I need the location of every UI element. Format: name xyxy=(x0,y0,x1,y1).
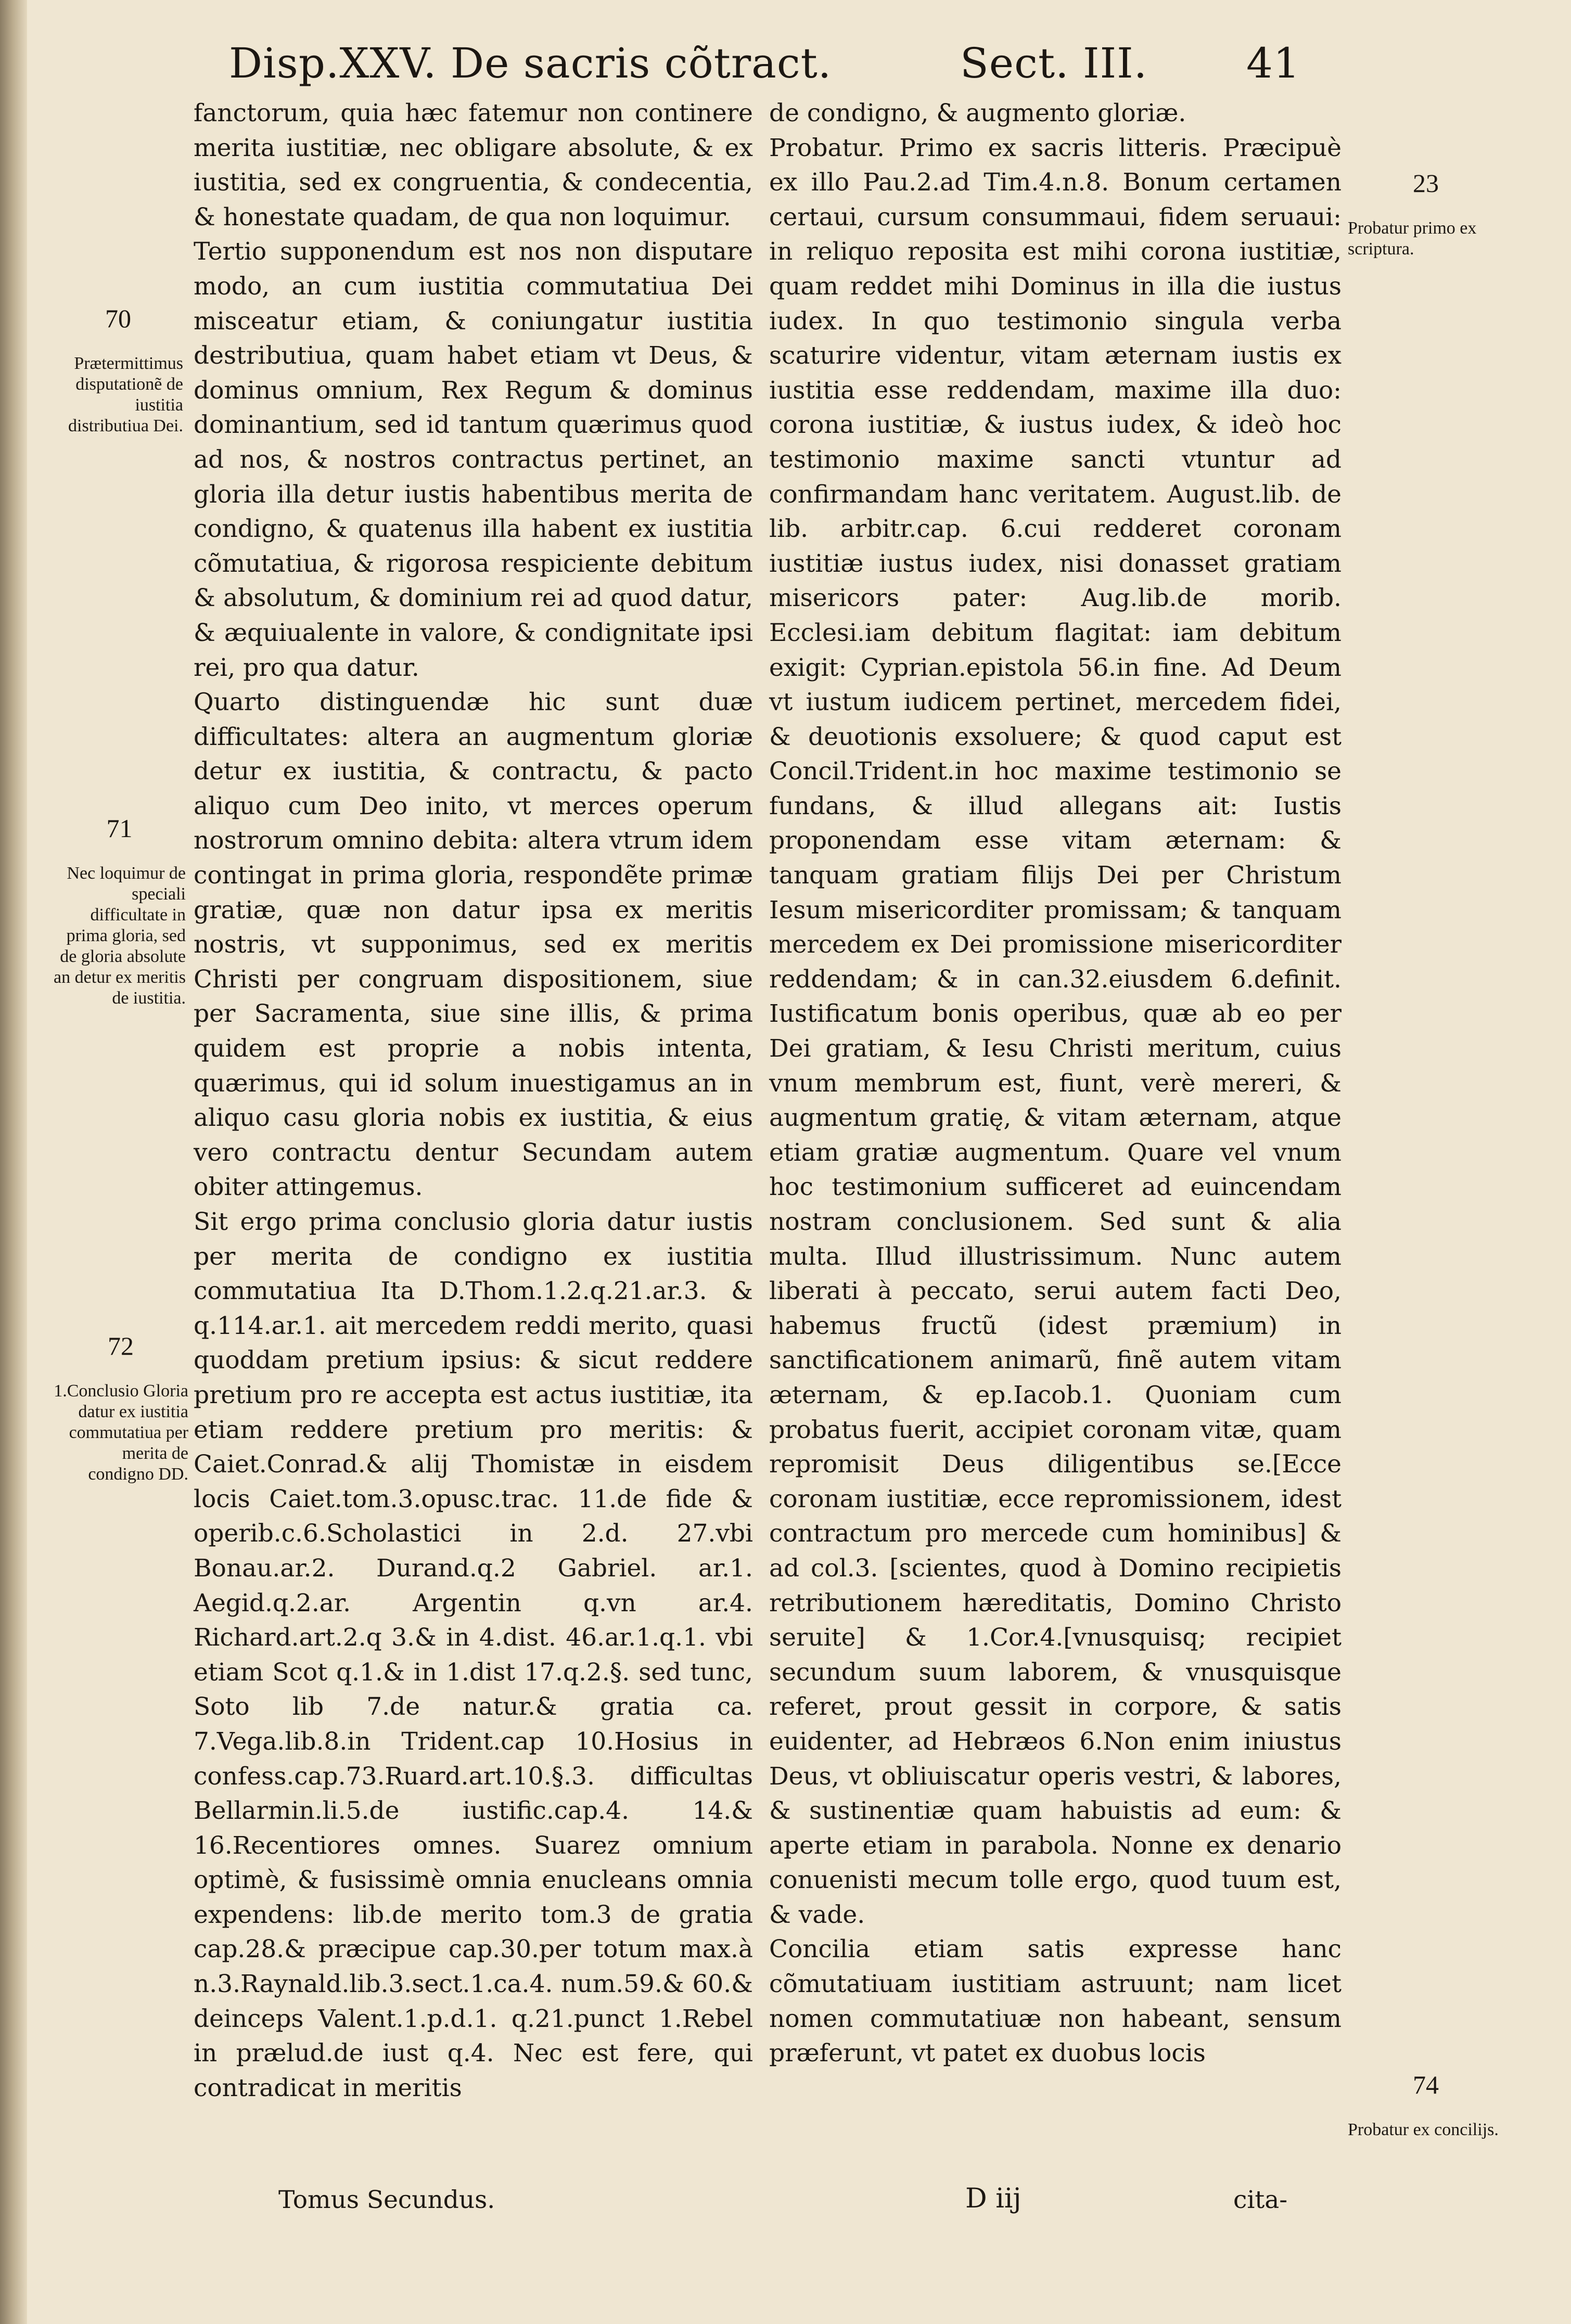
margin-note-70 xyxy=(53,284,183,436)
paragraph: Quarto distinguendæ hic sunt duæ difficultates: altera an augmentum gloriæ detur ex iustitia, & contractu, & pacto aliquo cum Deo inito, vt merces operum nostrorum omnino debita: altera vtrum idem contingat in prima gloria, respondẽte primæ gratiæ, quæ non datur ipsa ex meritis nostris, vt supponimus, sed ex meritis Christi per congruam dispositionem, siue per Sacramenta, siue sine illis, & prima quidem est proprie a nobis intenta, quærimus, qui id solum inuestigamus an in aliquo casu gloria nobis ex iustitia, & eius vero contractu dentur Secundam autem obiter attingemus. xyxy=(194,688,753,1202)
paragraph: Tertio supponendum est nos non disputare modo, an cum iustitia commutatiua Dei misceatur etiam, & coniungatur iustitia destributiua, quam habet etiam vt Deus, & dominus omnium, Rex Regum & dominus dominantium, sed id tantum quærimus quod ad nos, & nostros contractus pertinet, an gloria illa detur iustis habentibus merita de condigno, & quatenus illa habent ex iustitia cõmutatiua, & rigorosa respiciente debitum & absolutum, & dominium rei ad quod datur, & æquiualente in valore, & condignitate ipsi rei, pro qua datur. xyxy=(194,237,753,682)
right-text-column xyxy=(769,96,1342,2071)
running-head-section: Sect. III. xyxy=(960,39,1148,87)
paragraph: Sit ergo prima conclusio gloria datur iustis per merita de condigno ex iustitia commutatiua Ita D.Thom.1.2.q.21.ar.3. & q.114.ar.1. ait mercedem reddi merito, quasi quoddam pretium ipsius: & sicut reddere pretium pro re accepta est actus iustitiæ, ita etiam reddere pretium pro meritis: & Caiet.Conrad.& alij Thomistæ in eisdem locis Caiet.tom.3.opusc.trac. 11.de fide & operib.c.6.Scholastici in 2.d. 27.vbi Bonau.ar.2. Durand.q.2 Gabriel. ar.1. Aegid.q.2.ar. Argentin q.vn ar.4. Richard.art.2.q 3.& in 4.dist. 46.ar.1.q.1. vbi etiam Scot q.1.& in 1.dist 17.q.2.§. sed tunc, Soto lib 7.de natur.& gratia ca. 7.Vega.lib.8.in Trident.cap 10.Hosius in confess.cap.73.Ruard.art.10.§.3. difficultas Bellarmin.li.5.de iustific.cap.4. 14.& 16.Recentiores omnes. Suarez omnium optimè, & fusissimè omnia enucleans omnia expendens: lib.de merito tom.3 de gratia cap.28.& præcipue cap.30.per totum max.à n.3.Raynald.lib.3.sect.1.ca.4. num.59.& 60.& deinceps Valent.1.p.d.1. q.21.punct 1.Rebel in prælud.de iust q.4. Nec est fere, qui contradicat in meritis xyxy=(194,1208,753,2102)
margin-note-text: Probatur ex concilijs. xyxy=(1348,2120,1499,2139)
paragraph: Concilia etiam satis expresse hanc cõmutatiuam iustitiam astruunt; nam licet nomen commutatiuæ non habeant, sensum præferunt, vt patet ex duobus locis xyxy=(769,1935,1342,2068)
margin-note-text: 1.Conclusio Gloria datur ex iustitia commutatiua per merita de condigno DD. xyxy=(54,1381,188,1484)
left-text-column xyxy=(194,96,753,2105)
margin-note-72 xyxy=(53,1311,188,1485)
binding-gutter xyxy=(0,0,27,2324)
margin-note-71 xyxy=(53,793,186,1009)
paragraph: de condigno, & augmento gloriæ. xyxy=(769,99,1186,127)
running-head-title: Disp.XXV. De sacris cõtract. xyxy=(229,39,832,87)
paragraph: fanctorum, quia hæc fatemur non continere merita iustitiæ, nec obligare absolute, & ex iustitia, sed ex congruentia, & condecentia, & honestate quadam, de qua non loquimur. xyxy=(194,99,753,232)
footer-volume: Tomus Secundus. xyxy=(278,2186,495,2214)
margin-note-number: 71 xyxy=(106,814,133,843)
margin-note-text: Prætermittimus disputationẽ de iustitia distributiua Dei. xyxy=(68,354,183,435)
paragraph: Probatur. Primo ex sacris litteris. Præcipuè ex illo Pau.2.ad Tim.4.n.8. Bonum certamen certaui, cursum consummaui, fidem seruaui: in reliquo reposita est mihi corona iustitiæ, quam reddet mihi Dominus in illa die iustus iudex. In quo testimonio singula verba scaturire videntur, vitam æternam iustis ex iustitia esse reddendam, maxime illa duo: corona iustitiæ, & iustus iudex, & ideò hoc testimonio maxime sancti vtuntur ad confirmandam hanc veritatem. August.lib. de lib. arbitr.cap. 6.cui redderet coronam iustitiæ iustus iudex, nisi donasset gratiam misericors pater: Aug.lib.de morib. Ecclesi.iam debitum flagitat: iam debitum exigit: Cyprian.epistola 56.in fine. Ad Deum vt iustum iudicem pertinet, mercedem fidei, & deuotionis exsoluere; & quod caput est Concil.Trident.in hoc maxime testimonio se fundans, & illud allegans ait: Iustis proponendam esse vitam æternam: & tanquam gratiam filijs Dei per Christum Iesum misericorditer promissam; & tanquam mercedem ex Dei promissione misericorditer reddendam; & in can.32.eiusdem 6.definit. Iustificatum bonis operibus, quæ ab eo per Dei gratiam, & Iesu Christi meritum, cuius vnum membrum est, fiunt, verè mereri, & augmentum gratię, & vitam æternam, atque etiam gratiæ augmentum. Quare vel vnum hoc testimonium sufficeret ad euincendam nostram conclusionem. Sed sunt & alia multa. Illud illustrissimum. Nunc autem liberati à peccato, serui autem facti Deo, habemus fructũ (idest præmium) in sanctificationem animarũ, finẽ autem vitam æternam, & ep.Iacob.1. Quoniam cum probatus fuerit, accipiet coronam vitæ, quam repromisit Deus diligentibus se.[Ecce coronam iustitiæ, ecce repromissionem, idest contractum pro mercede cum hominibus] & ad col.3. [scientes, quod à Domino recipietis retributionem hæreditatis, Domino Christo seruite] & 1.Cor.4.[vnusquisq; recipiet secundum suum laborem, & vnusquisque referet, prout gessit in corpore, & satis euidenter, ad Hebræos 6.Non enim iniustus Deus, vt obliuiscatur operis vestri, & labores, & sustinentiæ quam habuistis ad eum: & aperte etiam in parabola. Nonne ex denario conuenisti mecum tolle ergo, quod tuum est, & vade. xyxy=(769,133,1342,1929)
signature-mark: D iij xyxy=(965,2183,1021,2214)
margin-note-74 xyxy=(1348,2050,1504,2140)
margin-note-number: 23 xyxy=(1413,169,1439,198)
margin-note-number: 72 xyxy=(108,1331,134,1360)
margin-note-number: 74 xyxy=(1413,2070,1439,2099)
margin-note-23 xyxy=(1348,148,1504,260)
margin-note-text: Probatur primo ex scriptura. xyxy=(1348,219,1477,259)
page-number: 41 xyxy=(1246,39,1300,87)
margin-note-number: 70 xyxy=(105,304,131,333)
catchword: cita- xyxy=(1233,2186,1288,2214)
margin-note-text: Nec loquimur de speciali difficultate in prima gloria, sed de gloria absolute an detur ex meritis de iustitia. xyxy=(54,864,186,1008)
